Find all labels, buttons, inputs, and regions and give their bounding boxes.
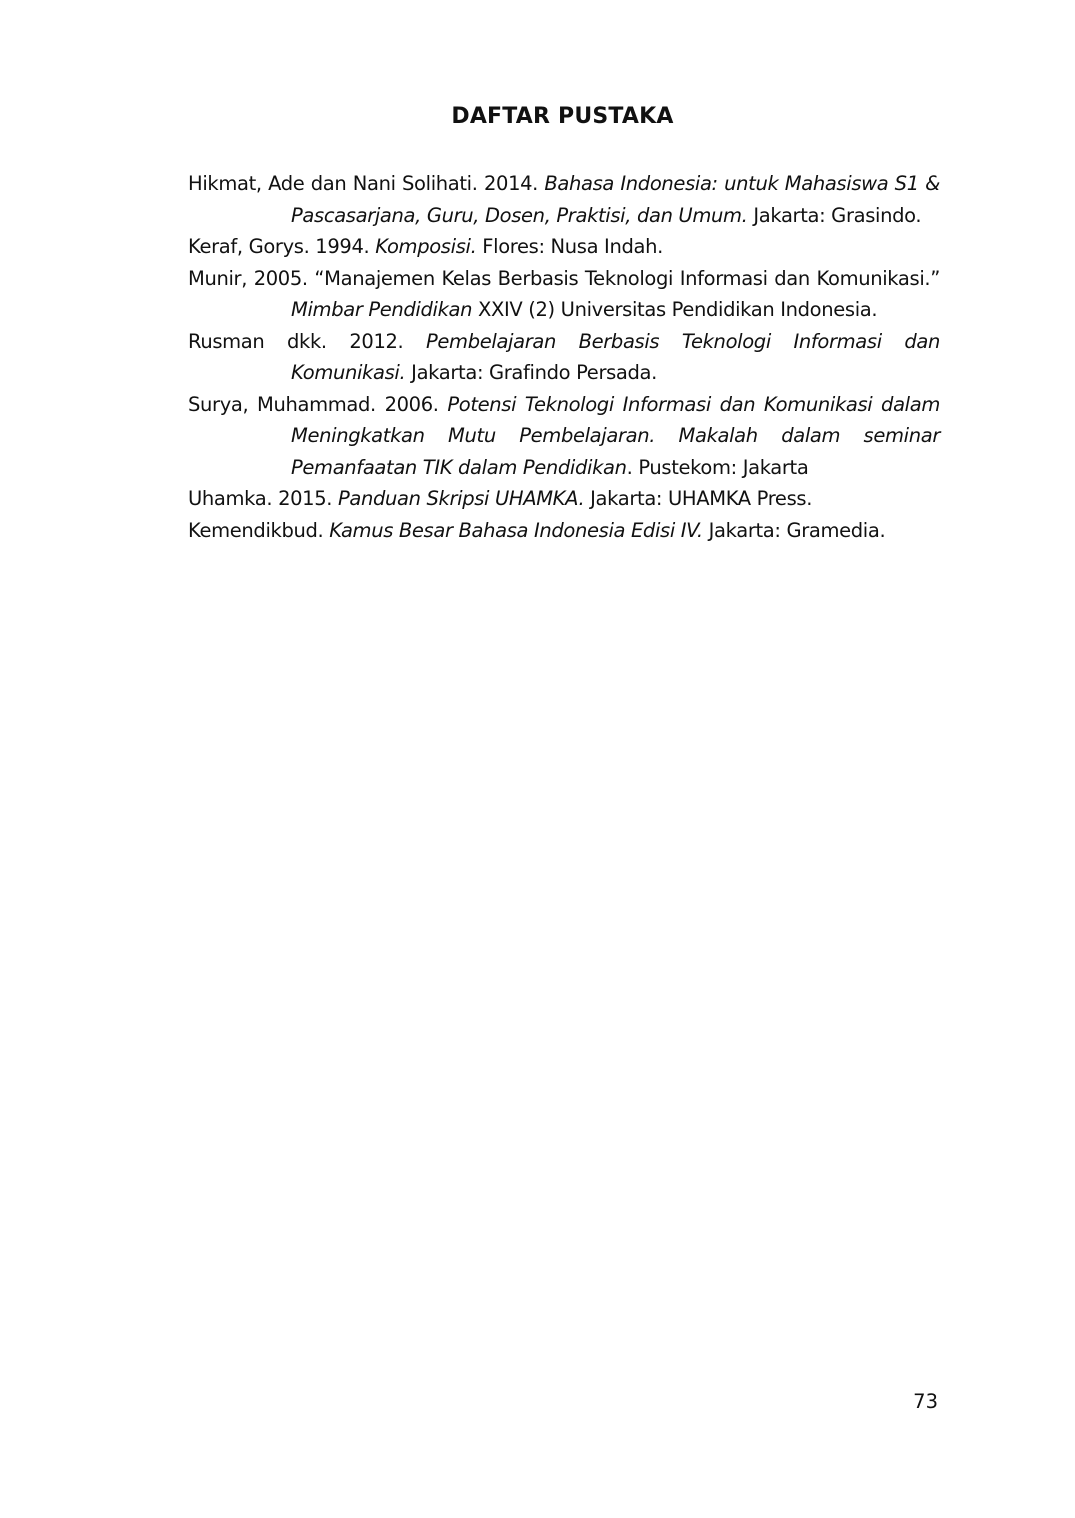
reference-lead: Kemendikbud. bbox=[188, 518, 330, 542]
reference-title: Mimbar Pendidikan bbox=[291, 298, 473, 321]
reference-tail: XXIV (2) Universitas Pendidikan Indonesia. bbox=[472, 298, 878, 321]
reference-list bbox=[188, 168, 940, 546]
reference-lead: Munir, 2005. “Manajemen Kelas Berbasis Teknologi Informasi dan Komunikasi.” bbox=[188, 266, 940, 290]
reference-lead: Rusman dkk. 2012. bbox=[188, 329, 426, 353]
reference-title: Panduan Skripsi UHAMKA. bbox=[338, 487, 585, 510]
reference-tail: Jakarta: Grafindo Persada. bbox=[405, 361, 657, 384]
reference-entry bbox=[188, 231, 940, 263]
reference-title: Komposisi. bbox=[375, 235, 477, 258]
reference-title: Bahasa Indonesia: untuk Mahasiswa S1 & Pascasarjana, Guru, Dosen, Praktisi, dan Umum. bbox=[291, 172, 940, 227]
reference-entry bbox=[188, 326, 940, 389]
reference-tail: Jakarta: Grasindo. bbox=[747, 203, 922, 227]
reference-lead: Surya, Muhammad. 2006. bbox=[188, 392, 448, 416]
reference-title: Pembelajaran Berbasis Teknologi Informasi dan Komunikasi. bbox=[291, 329, 940, 384]
reference-tail: Jakarta: Gramedia. bbox=[702, 518, 886, 542]
reference-tail: Jakarta: UHAMKA Press. bbox=[584, 487, 813, 510]
reference-lead: Hikmat, Ade dan Nani Solihati. 2014. bbox=[188, 172, 545, 195]
page-number: 73 bbox=[913, 1390, 938, 1413]
reference-title: Potensi Teknologi Informasi dan Komunikasi dalam Meningkatkan Mutu Pembelajaran. Makalah dalam seminar Pemanfaatan TIK dalam Pendidikan bbox=[291, 392, 940, 479]
reference-lead: Keraf, Gorys. 1994. bbox=[188, 235, 376, 258]
reference-entry bbox=[188, 483, 940, 515]
reference-tail: Flores: Nusa Indah. bbox=[476, 235, 663, 258]
reference-tail: . Pustekom: Jakarta bbox=[626, 455, 809, 479]
reference-entry bbox=[188, 515, 940, 547]
reference-entry bbox=[188, 168, 940, 231]
reference-entry bbox=[188, 263, 940, 326]
reference-entry bbox=[188, 389, 940, 484]
reference-lead: Uhamka. 2015. bbox=[188, 487, 338, 510]
page-title: DAFTAR PUSTAKA bbox=[451, 104, 674, 129]
reference-title: Kamus Besar Bahasa Indonesia Edisi IV. bbox=[329, 518, 703, 542]
